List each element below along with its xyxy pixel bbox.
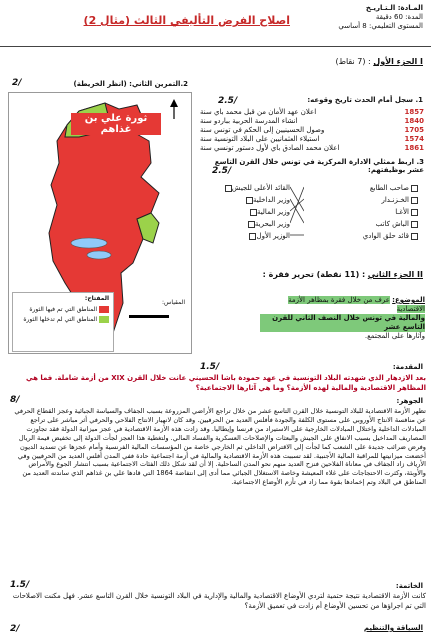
- theme-box: [260, 296, 425, 338]
- match-dot-icon: [225, 185, 232, 192]
- ex1-score: 2.5/: [218, 96, 238, 106]
- map-title: ثورة علي بن غذاهم: [71, 113, 161, 135]
- page-title: اصلاح الفرض التأليفي الثالث (مثال 2): [83, 14, 290, 27]
- ex3-prompt: 3. اربط ممثلي الادارة المركزية في تونس خلال القرن التاسع عشر بوظيفتهم:: [214, 158, 424, 174]
- function-item: القائد الأعلى للجيش: [210, 182, 290, 194]
- official-item: قائد حلق الوادي: [300, 230, 418, 242]
- match-dot-icon: [411, 209, 418, 216]
- function-item: وزير الداخلية: [210, 194, 290, 206]
- divider: [0, 46, 431, 47]
- theme-line-2: والمالية في تونس خلال النصف الثاني للقرن التاسع عشر: [260, 314, 425, 332]
- ex3-officials: [300, 182, 418, 242]
- part1-header: [223, 57, 423, 66]
- match-dot-icon: [411, 185, 418, 192]
- scale-bar: [129, 315, 169, 318]
- ex3-score: 2.5/: [212, 166, 232, 176]
- official-item: الخـزنـدار: [300, 194, 418, 206]
- body-score: 8/: [10, 395, 20, 405]
- match-dot-icon: [246, 197, 253, 204]
- function-item: وزير البحرية: [210, 218, 290, 230]
- official-item: صاحب الطابع: [300, 182, 418, 194]
- conclusion-label: الخاتمة:: [395, 582, 423, 590]
- match-dot-icon: [411, 221, 418, 228]
- footer-label: السياقة والتنظيم: [363, 624, 423, 632]
- part2-points: : (11 نقطة) تحرير فقرة :: [262, 270, 366, 279]
- event-row: 1861 اعلان محمد الصادق باي لأول دستور تونسي سنة: [200, 144, 424, 152]
- official-item: الأغـا: [300, 206, 418, 218]
- part2-header: [203, 270, 423, 279]
- legend-title: المفتاح:: [84, 295, 109, 302]
- meta-level: المستوى التعليمي: 8 أساسي: [338, 22, 423, 30]
- map-lake: [71, 238, 107, 248]
- meta-subject: المـادة: الـتـاريـخ: [365, 4, 423, 12]
- legend-swatch-red: [99, 306, 109, 313]
- part2-title: II الجزء الثاني: [367, 270, 423, 279]
- body-text: تظهر الأزمة الاقتصادية للبلاد التونسية خلال القرن التاسع عشر من خلال تراجع الأراضي المزروعة بسبب الجفاف والسياسة الجبائية وعجز القطاع الحرفي عن منافسة الانتاج الأوروبي على مستوى الكلفة والجودة فأفلس العديد من الحرفيين. وقد كان لانهيار الانتاج الفلاحي والحرفي أثر مباشر على تراجع المبادلات الداخلية واختلال المبادلات الخارجية على الاستيراد من فرنسا وإيطاليا. وقد زادت هذه الأزمة الاقتصادية في عجز ميزانية الدولة فقد تجاوزت المصاريف المداخيل بسبب الانفاق على الجيش والبعثات والإصلاحات العسكرية والفساد المالي. ولتغطية هذا العجز لجأت الدولة إلى تخفيض قيمة الريال وفرض ضرائب جديدة على الشعب كما لجأت إلى الاقتراض الداخلي ثم الخارجي خاصة من المؤسسات المالية الفرنسية وأمام عجزها عن تسديد الديون أخضعت ميزانيتها للمراقبة المالية الأجنبية. لقد تسببت هذه الأزمة الاقتصادية والمالية في أزمة اجتماعية حادة ففي المدن أفلس العديد من الحرفيين وفي الأرياف زاد الجفاف في معاناة الفلاحين فنزح العديد منهم نحو المدن الساحلية. إلا أن لقد شكل ذلك الفئات الاجتماعية بسبب انتشار الجوع والأمراض والأوبئة، وكثرت الاحتجاجات على غلاء المعيشة وخاصة الاستغلال الجبائي مما أدى إلى انتفاضة 1864 التي قادها علي بن غذاهم الذي ساندته العديد من المناطق في البلاد وتم إخمادها بقوة مما زاد في تأزم الأوضاع الاجتماعية.: [14, 407, 426, 487]
- intro-label: المقدمة:: [392, 363, 423, 371]
- events-list: [200, 108, 424, 153]
- official-item: الباش كاتب: [300, 218, 418, 230]
- function-item: الوزير الأول: [210, 230, 290, 242]
- part1-points: : (7 نقاط): [335, 57, 371, 66]
- theme-line-3: وآثارها على المجتمع.: [364, 332, 425, 340]
- meta-duration: المدة: 60 دقيقة: [375, 13, 423, 21]
- ex2-label: 2.التمرين الثاني: (انظر الخريطة): [73, 80, 188, 88]
- event-row: 1574 استيلاء العثمانيين على البلاد التونسية سنة: [200, 135, 424, 143]
- legend-item-norevolt: المناطق التي لم تدخلها الثورة: [13, 315, 113, 325]
- match-dot-icon: [248, 221, 255, 228]
- event-row: 1857 اعلان عهد الأمان من قبل محمد باي سنة: [200, 108, 424, 116]
- footer-score: 2/: [10, 624, 20, 634]
- match-dot-icon: [411, 233, 418, 240]
- body-label: الجوهر:: [396, 397, 423, 405]
- ex3-functions: [210, 182, 290, 242]
- ex1-prompt: 1. سجل أمام الحدث تاريخ وقوعه:: [307, 96, 423, 104]
- conclusion-text: كانت الأزمة الاقتصادية نتيجة حتمية لتردي الأوضاع الاقتصادية والمالية والإدارية في البلاد التونسية خلال القرن التاسع عشر. فهل مكنت الاصلاحات التي تم اجراؤها من تحسين الأوضاع أم زادت في تعميق الأزمة؟: [12, 592, 426, 610]
- map-legend: [12, 292, 114, 352]
- map-lake: [87, 251, 111, 259]
- theme-line-1: الموضوع: عرف من خلال فقرة بمظاهر الأزمة الاقتصادية: [288, 296, 425, 313]
- part1-title: I الجزء الأول: [373, 57, 423, 66]
- legend-item-revolt: المناطق التي تم فيها الثورة: [13, 305, 113, 315]
- conclusion-score: 1.5/: [10, 580, 30, 590]
- match-dot-icon: [250, 209, 257, 216]
- match-dot-icon: [411, 197, 418, 204]
- scale-label: المقياس:: [162, 299, 185, 306]
- event-row: 1705 وصول الحسينيين إلى الحكم في تونس سنة: [200, 126, 424, 134]
- intro-score: 1.5/: [200, 362, 220, 372]
- ex2-score: 2/: [12, 78, 22, 88]
- function-item: وزير المالية: [210, 206, 290, 218]
- event-row: 1840 انشاء المدرسة الحربية بباردو سنة: [200, 117, 424, 125]
- legend-swatch-green: [99, 316, 109, 323]
- intro-text: بعد الازدهار الذي شهدته البلاد التونسية في عهد حمودة باشا الحسيني عانت خلال القرن XIX من أزمة شاملة. فما هي المظاهر الاقتصادية والمالية لهذه الأزمة؟ وما هي آثارها الاجتماعية؟: [25, 374, 426, 392]
